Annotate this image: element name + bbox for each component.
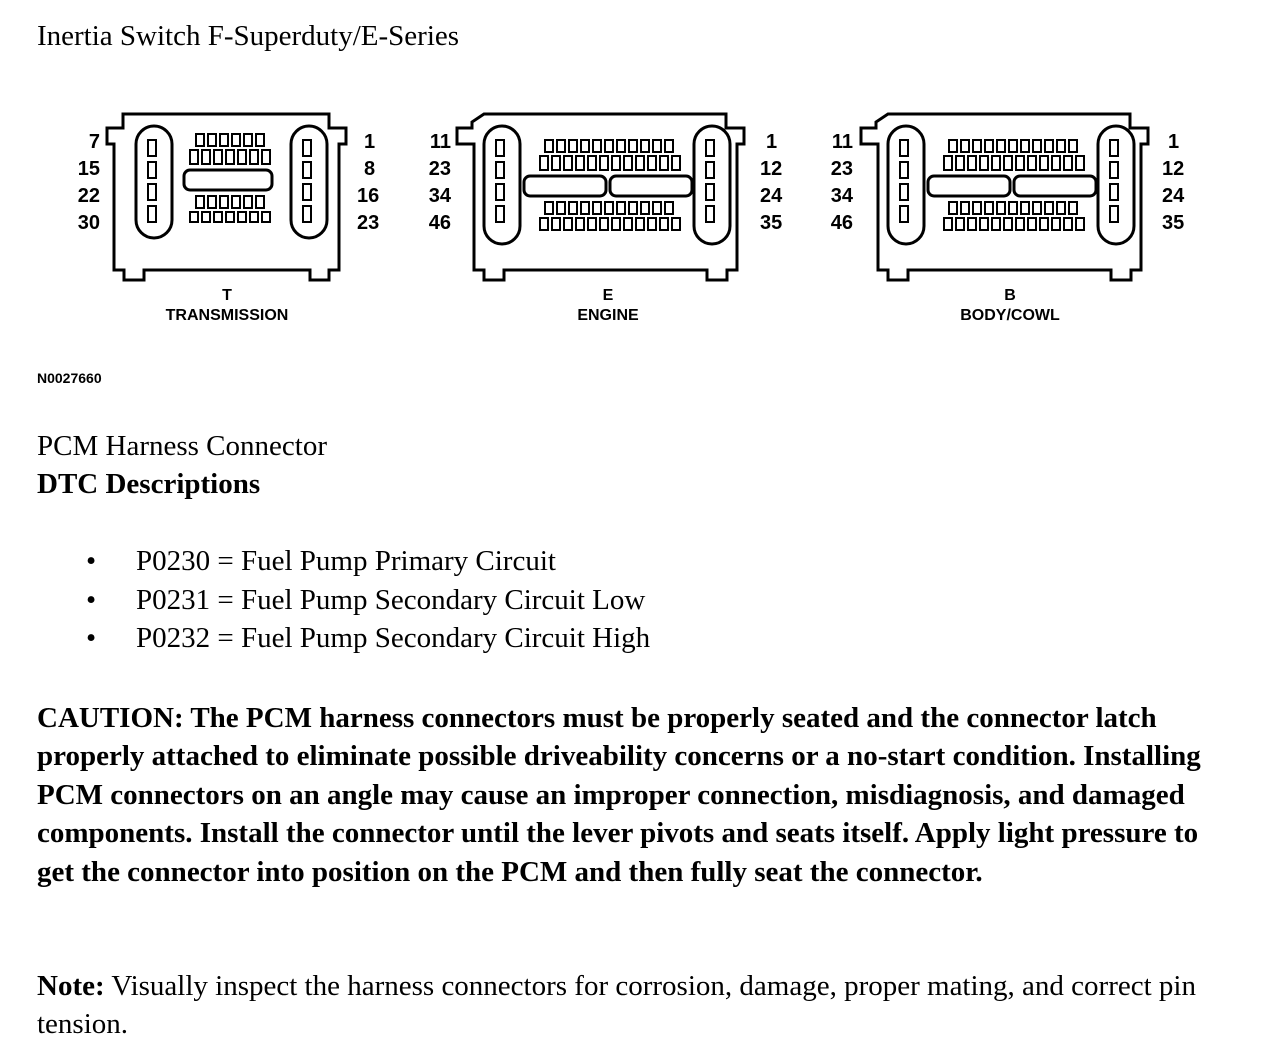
connector-transmission xyxy=(107,114,346,280)
pin-label: 23 xyxy=(428,158,451,180)
figure-id: N0027660 xyxy=(37,370,102,386)
connector-name: BODY/COWL xyxy=(960,307,1060,324)
note-paragraph xyxy=(37,967,1237,1044)
pin-label: 15 xyxy=(77,158,100,180)
pin-label: 24 xyxy=(1162,185,1185,207)
pin-label: 12 xyxy=(1162,158,1185,180)
dtc-text: P0232 = Fuel Pump Secondary Circuit High xyxy=(136,622,651,654)
note-text: Visually inspect the harness connectors for corrosion, damage, proper mating, and correct pin tension. xyxy=(37,970,1196,1041)
caution-paragraph: CAUTION: The PCM harness connectors must be properly seated and the connector latch properly attached to eliminate possible driveability concerns or a no-start condition. Installing PCM connectors on an angle may cause an improper connection, misdiagnosis, and damaged components. Install the connector until the lever pivots and seats itself. Apply light pressure to get the connector into position on the PCM and then fully seat the connector. xyxy=(37,702,1201,888)
dtc-text: P0231 = Fuel Pump Secondary Circuit Low xyxy=(136,583,646,616)
list-item xyxy=(86,584,650,623)
connector-name: ENGINE xyxy=(577,307,639,324)
pin-label: 35 xyxy=(760,212,783,234)
pin-label: 12 xyxy=(760,158,783,180)
pin-label: 1 xyxy=(364,131,376,153)
connector-engine xyxy=(457,114,744,280)
section-heading: DTC Descriptions xyxy=(37,468,261,500)
connector-body-cowl xyxy=(861,114,1148,280)
connector-letter: E xyxy=(602,287,614,304)
pin-label: 30 xyxy=(77,212,100,234)
pin-label: 23 xyxy=(357,212,380,234)
pin-label: 16 xyxy=(357,185,380,207)
list-item xyxy=(86,622,650,661)
connector-name: TRANSMISSION xyxy=(165,307,289,324)
note-label: Note: xyxy=(37,970,105,1002)
pcm-connector-diagram xyxy=(0,100,1264,400)
bullet-icon: • xyxy=(86,622,97,654)
list-item xyxy=(86,545,650,584)
pin-label: 24 xyxy=(760,185,783,207)
pin-label: 23 xyxy=(830,158,853,180)
pin-label: 46 xyxy=(428,212,451,234)
pin-label: 34 xyxy=(830,185,853,207)
bullet-icon: • xyxy=(86,545,97,577)
dtc-list xyxy=(86,545,650,661)
connector-letter: T xyxy=(222,287,232,304)
page-title: Inertia Switch F-Superduty/E-Series xyxy=(37,20,460,52)
pin-label: 22 xyxy=(77,185,100,207)
bullet-icon: • xyxy=(86,583,97,616)
pin-label: 34 xyxy=(428,185,451,207)
pin-label: 8 xyxy=(364,158,376,180)
dtc-text: P0230 = Fuel Pump Primary Circuit xyxy=(136,545,556,577)
pin-label: 46 xyxy=(830,212,853,234)
pin-label: 7 xyxy=(88,131,100,153)
section-subtitle: PCM Harness Connector xyxy=(37,430,327,462)
connector-letter: B xyxy=(1004,287,1016,304)
pin-label: 1 xyxy=(1168,131,1180,153)
pin-label: 1 xyxy=(766,131,778,153)
pin-label: 11 xyxy=(429,131,451,153)
pin-label: 35 xyxy=(1162,212,1185,234)
pin-label: 11 xyxy=(831,131,853,153)
